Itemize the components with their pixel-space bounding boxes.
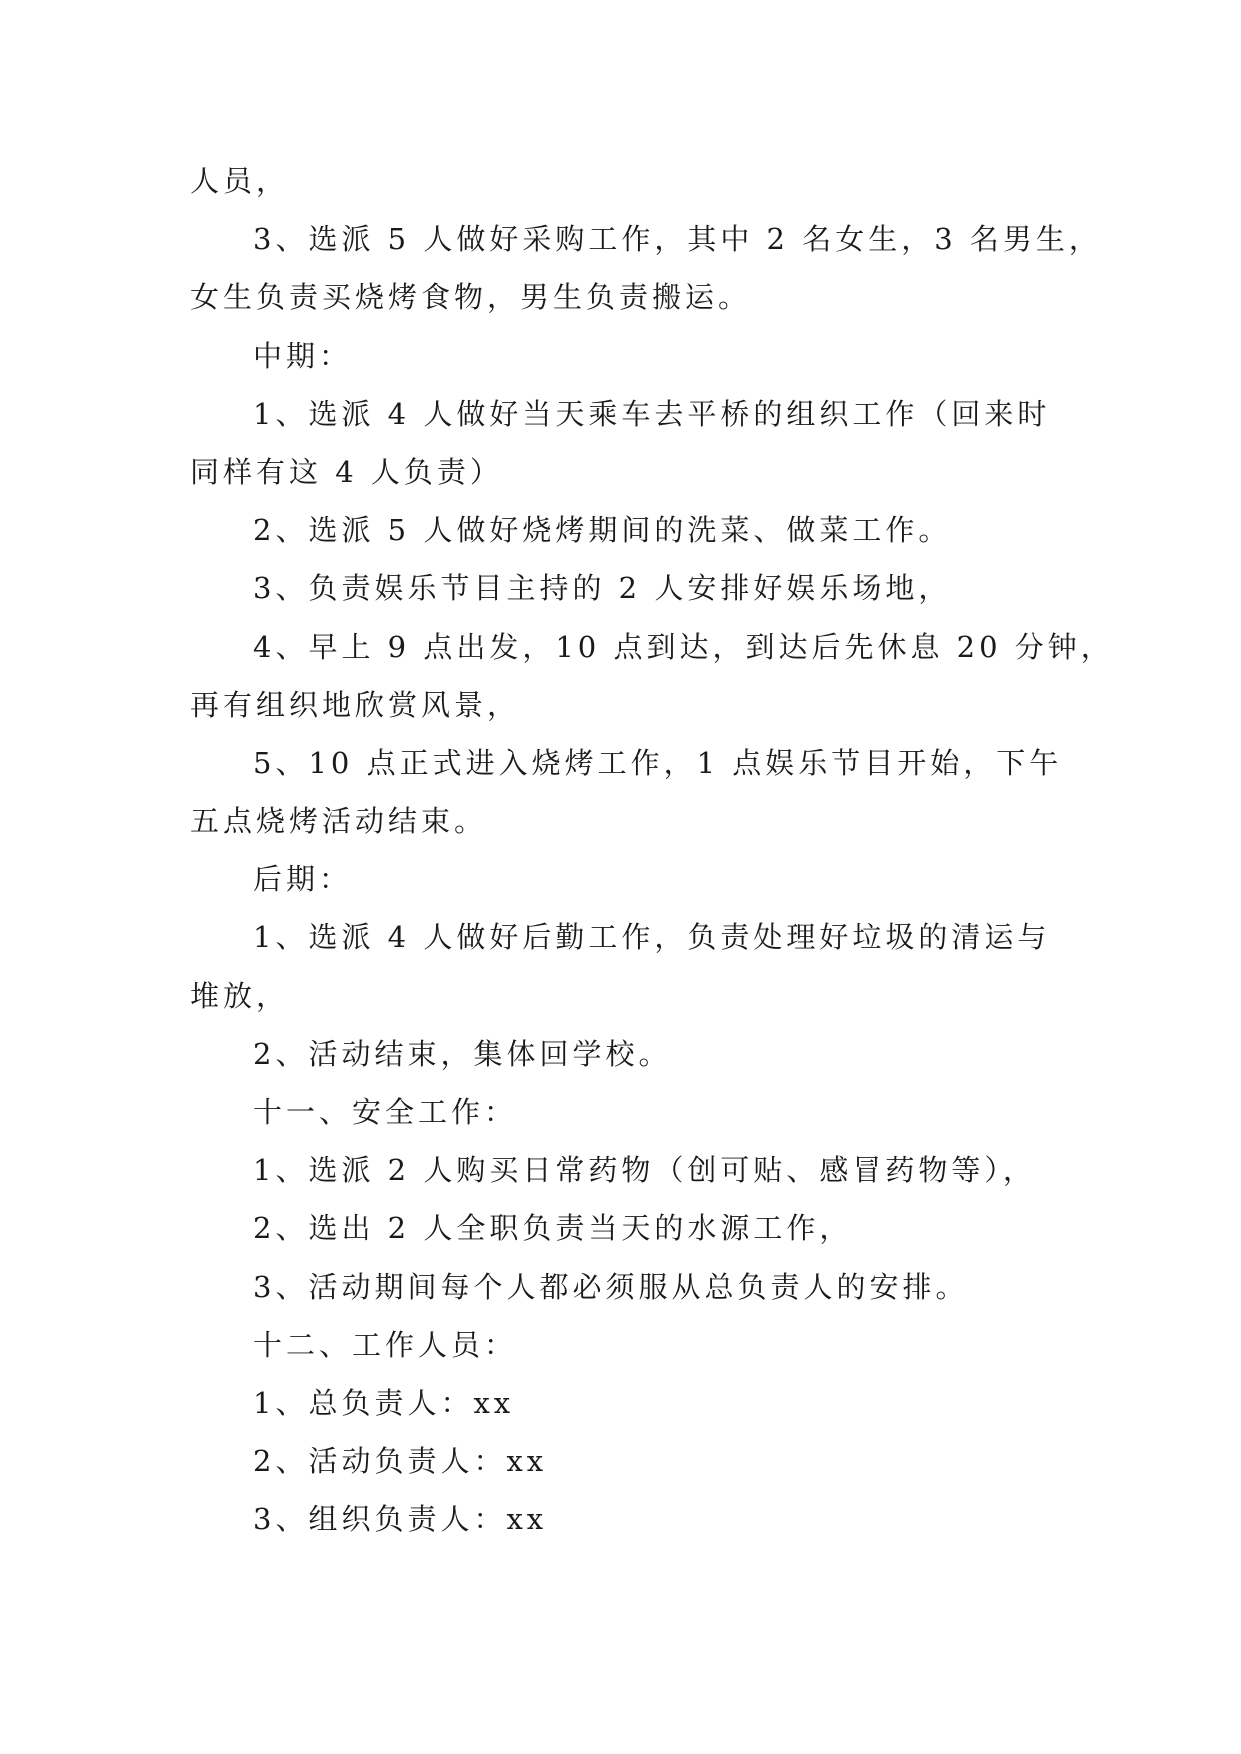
- text-line: 五点烧烤活动结束。: [190, 804, 488, 839]
- document-body: [190, 152, 1114, 1549]
- text-line: 4、早上 9 点出发，10 点到达，到达后先休息 20 分钟，: [253, 629, 1114, 664]
- text-line: 同样有这 4 人负责）: [190, 454, 503, 489]
- section-heading: 中期：: [253, 338, 353, 373]
- text-line: 1、选派 4 人做好当天乘车去平桥的组织工作（回来时: [253, 396, 1051, 431]
- section-heading: 后期：: [253, 862, 353, 897]
- text-line: 3、选派 5 人做好采购工作，其中 2 名女生，3 名男生，: [253, 222, 1102, 257]
- text-line: 1、总负责人：xx: [253, 1385, 515, 1420]
- text-line: 1、选派 2 人购买日常药物（创可贴、感冒药物等），: [253, 1153, 1036, 1188]
- text-line: 堆放，: [190, 978, 290, 1013]
- text-line: 3、组织负责人：xx: [253, 1502, 548, 1537]
- text-line: 3、活动期间每个人都必须服从总负责人的安排。: [253, 1269, 969, 1304]
- text-line: 3、负责娱乐节目主持的 2 人安排好娱乐场地，: [253, 571, 952, 606]
- text-line: 2、选出 2 人全职负责当天的水源工作，: [253, 1211, 853, 1246]
- text-line: 2、活动结束，集体回学校。: [253, 1036, 672, 1071]
- section-heading: 十二、工作人员：: [253, 1327, 518, 1362]
- text-line: 再有组织地欣赏风景，: [190, 687, 521, 722]
- text-line: 2、活动负责人：xx: [253, 1444, 548, 1479]
- text-line: 5、10 点正式进入烧烤工作，1 点娱乐节目开始，下午: [253, 745, 1063, 780]
- section-heading: 十一、安全工作：: [253, 1095, 518, 1129]
- text-line: 1、选派 4 人做好后勤工作，负责处理好垃圾的清运与: [253, 920, 1051, 955]
- text-line: 2、选派 5 人做好烧烤期间的洗菜、做菜工作。: [253, 513, 952, 548]
- text-line: 女生负责买烧烤食物，男生负责搬运。: [190, 280, 752, 315]
- text-line: 人员，: [190, 164, 290, 198]
